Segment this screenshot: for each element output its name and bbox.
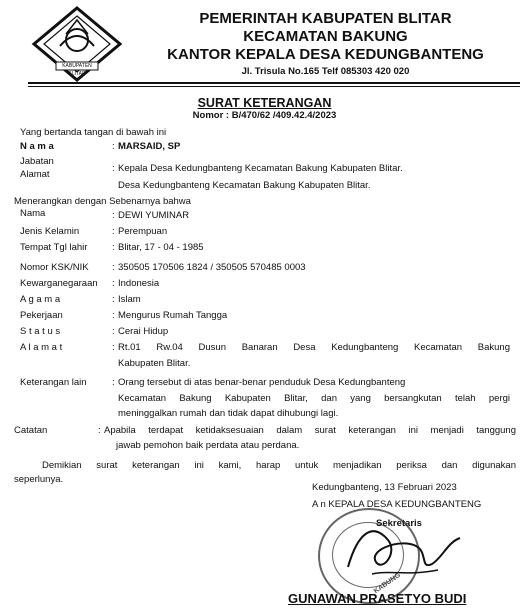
colon: : [112, 310, 115, 321]
birth-value: Blitar, 17 - 04 - 1985 [118, 242, 204, 253]
person-address-line2: Kabupaten Blitar. [118, 358, 191, 369]
citizenship-value: Indonesia [118, 278, 160, 289]
document-title: SURAT KETERANGAN [197, 96, 332, 110]
colon: : [112, 141, 115, 152]
sign-on-behalf: A n KEPALA DESA KEDUNGBANTENG [312, 499, 482, 510]
signer-address: Desa Kedungbanteng Kecamatan Bakung Kabupaten Blitar. [118, 180, 371, 191]
header-district: KECAMATAN BAKUNG [243, 28, 408, 45]
occupation-label: Pekerjaan [20, 310, 63, 321]
signer-position-label: Jabatan [20, 156, 54, 167]
status-label: S t a t u s [20, 326, 61, 337]
person-name: DEWI YUMINAR [118, 210, 190, 221]
birth-label: Tempat Tgl lahir [20, 242, 88, 253]
gender-value: Perempuan [118, 226, 168, 237]
declaration-text: Menerangkan dengan Sebenarnya bahwa [14, 196, 191, 207]
nik-value: 350505 170506 1824 / 350505 570485 0003 [118, 262, 306, 273]
colon: : [112, 294, 115, 305]
header-address: Jl. Trisula No.165 Telf 085303 420 020 [241, 66, 410, 77]
document-number: Nomor : B/470/62 /409.42.4/2023 [192, 110, 337, 121]
status-value: Cerai Hidup [118, 326, 169, 337]
note-line1: Apabila terdapat ketidaksesuaian dalam surat keterangan ini menjadi tanggung [104, 425, 516, 436]
header-government: PEMERINTAH KABUPATEN BLITAR [199, 10, 452, 27]
logo-label: KABUPATEN BLITAR [62, 63, 92, 77]
religion-label: A g a m a [20, 294, 61, 305]
note-line2: jawab pemohon baik perdata atau perdana. [116, 440, 300, 451]
colon: : [98, 425, 101, 436]
signer-name: MARSAID, SP [118, 141, 181, 152]
colon: : [112, 262, 115, 273]
remarks-line2: Kecamatan Bakung Kabupaten Blitar, dan yang bersangkutan telah pergi [118, 393, 510, 404]
closing-line1: Demikian surat keterangan ini kami, harap untuk menjadikan periksa dan digunakan [42, 460, 516, 471]
occupation-value: Mengurus Rumah Tangga [118, 310, 228, 321]
religion-value: Islam [118, 294, 141, 305]
header-divider [28, 82, 520, 84]
colon: : [112, 226, 115, 237]
citizenship-label: Kewarganegaraan [20, 278, 98, 289]
person-address-line1: Rt.01 Rw.04 Dusun Banaran Desa Kedungbanteng Kecamatan Bakung [118, 342, 510, 353]
person-address-label: A l a m a t [20, 342, 63, 353]
colon: : [112, 326, 115, 337]
colon: : [112, 242, 115, 253]
remarks-line1: Orang tersebut di atas benar-benar penduduk Desa Kedungbanteng [118, 377, 406, 388]
regency-logo [30, 6, 124, 82]
colon: : [112, 377, 115, 388]
header-office: KANTOR KEPALA DESA KEDUNGBANTENG [167, 46, 484, 63]
signer-full-name: GUNAWAN PRASETYO BUDI [288, 591, 467, 606]
gender-label: Jenis Kelamin [20, 226, 80, 237]
signer-name-label: N a m a [20, 141, 54, 152]
colon: : [112, 278, 115, 289]
closing-line2: seperlunya. [14, 474, 64, 485]
intro-text: Yang bertanda tangan di bawah ini [20, 127, 167, 138]
colon: : [112, 342, 115, 353]
remarks-line3: meninggalkan rumah dan tidak dapat dihubungi lagi. [118, 408, 339, 419]
nik-label: Nomor KSK/NIK [20, 262, 89, 273]
colon: : [112, 210, 115, 221]
person-name-label: Nama [20, 208, 46, 219]
signer-address-label: Alamat [20, 169, 50, 180]
header-divider-thin [28, 86, 520, 87]
colon: : [112, 163, 115, 174]
handwritten-signature [328, 512, 468, 592]
sign-place-date: Kedungbanteng, 13 Februari 2023 [312, 482, 457, 493]
remarks-label: Keterangan lain [20, 377, 87, 388]
signer-position: Kepala Desa Kedungbanteng Kecamatan Bakung Kabupaten Blitar. [118, 163, 403, 174]
note-label: Catatan [14, 425, 48, 436]
stamp-text: KABUNG [372, 571, 402, 596]
sign-position: Sekretaris [376, 518, 422, 529]
